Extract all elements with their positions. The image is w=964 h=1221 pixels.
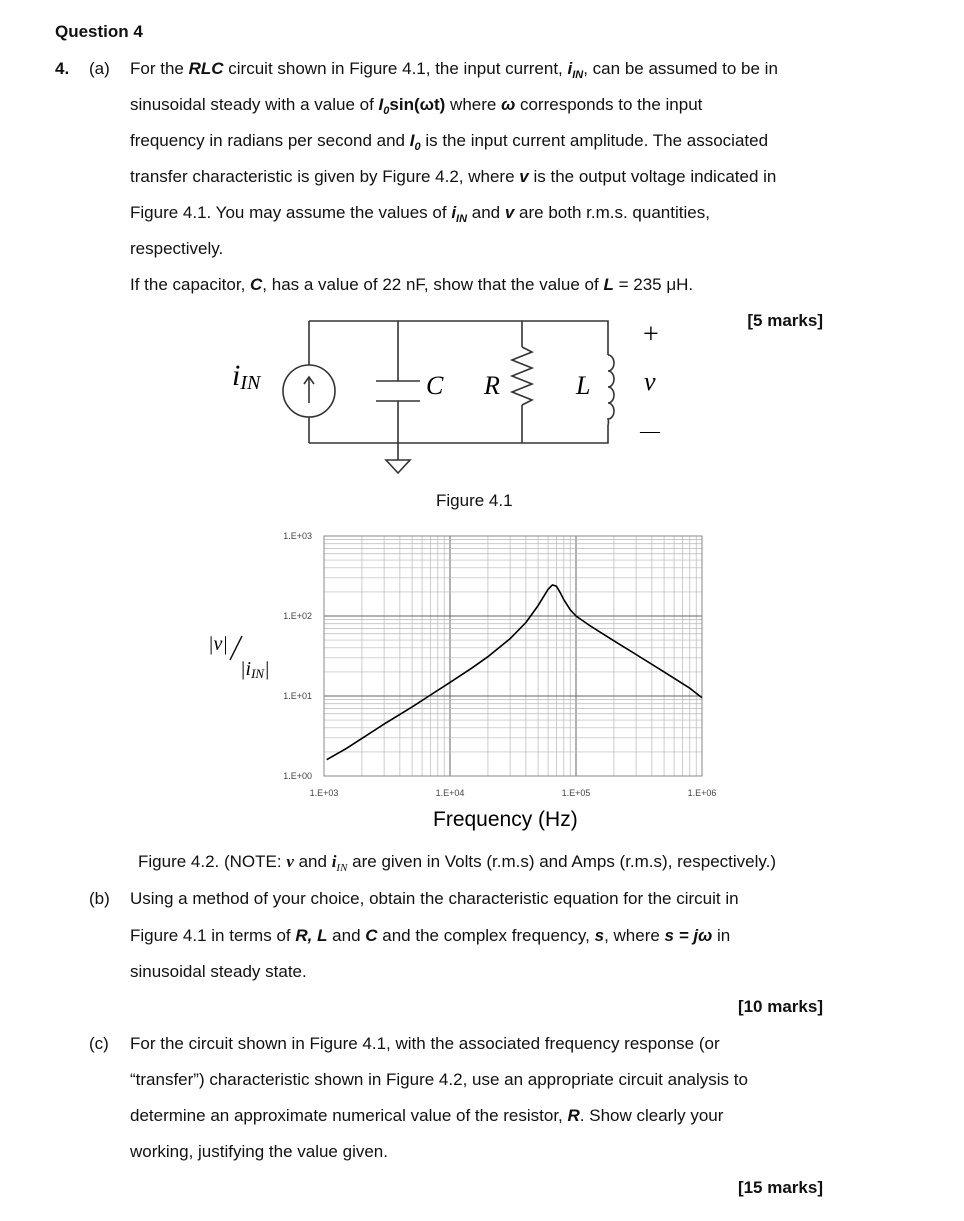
part-a-line-7: If the capacitor, C, has a value of 22 nF, show that the value of L = 235 μH. xyxy=(130,275,694,294)
ylabel-slash xyxy=(230,636,242,660)
part-a-label: (a) xyxy=(89,59,110,78)
minus-sign: — xyxy=(640,420,660,442)
part-c-line-4: working, justifying the value given. xyxy=(130,1142,388,1161)
part-c-marks: [15 marks] xyxy=(737,1178,823,1197)
resistor-zigzag xyxy=(512,347,532,405)
y-tick-label: 1.E+03 xyxy=(283,531,312,541)
part-c-line-3: determine an approximate numerical value of the resistor, R. Show clearly your xyxy=(130,1106,724,1125)
x-tick-label: 1.E+06 xyxy=(687,788,717,798)
figure-4-2-caption: Figure 4.2. (NOTE: v and $i_{IN}$ are given in Volts (r.m.s) and Amps (r.m.s), respectively.) xyxy=(138,852,777,875)
x-tick-label: 1.E+03 xyxy=(309,788,339,798)
figure-4-1-caption: Figure 4.1 xyxy=(436,491,513,510)
y-tick-label: 1.E+00 xyxy=(283,771,312,781)
source-label: iIN xyxy=(232,359,261,394)
resistor-label: R xyxy=(484,371,500,400)
part-b-label: (b) xyxy=(89,889,110,908)
part-b-line-1: Using a method of your choice, obtain the characteristic equation for the circuit in xyxy=(130,889,739,908)
plot-frame xyxy=(324,536,702,776)
x-axis-label: Frequency (Hz) xyxy=(433,808,578,831)
series-layer xyxy=(327,585,702,760)
plus-sign: + xyxy=(643,319,659,350)
question-heading: Question 4 xyxy=(55,22,143,41)
ylabel-numerator: |v| xyxy=(208,633,228,655)
part-a-line-4: transfer characteristic is given by Figure 4.2, where v is the output voltage indicated in xyxy=(130,167,777,186)
x-tick-label: 1.E+05 xyxy=(561,788,591,798)
voltage-label: v xyxy=(644,367,656,396)
top-wire xyxy=(309,321,608,355)
part-a-line-1: For the RLC circuit shown in Figure 4.1, the input current, $i_{IN}$, can be assumed to be in xyxy=(130,59,778,82)
part-b-line-3: sinusoidal steady state. xyxy=(130,962,307,981)
chart-grid xyxy=(324,536,702,776)
part-c-line-2: “transfer”) characteristic shown in Figure 4.2, use an appropriate circuit analysis to xyxy=(130,1070,748,1089)
part-b-marks: [10 marks] xyxy=(737,997,823,1016)
part-a-line-5: Figure 4.1. You may assume the values of $i_{IN}$ and v are both r.m.s. quantities, xyxy=(130,203,710,226)
inductor-label: L xyxy=(576,371,591,400)
series-line xyxy=(327,585,702,760)
ylabel-denominator: |iIN| xyxy=(240,658,270,681)
question-number: 4. xyxy=(55,59,70,78)
frequency-response-chart xyxy=(190,520,750,840)
part-b-line-2: Figure 4.1 in terms of R, L and C and the complex frequency, s, where s = jω in xyxy=(130,926,731,945)
inductor-coil xyxy=(608,355,614,425)
rlc-circuit-diagram xyxy=(200,305,700,485)
part-a-marks: [5 marks] xyxy=(747,311,823,330)
capacitor-label: C xyxy=(426,371,444,400)
part-c-line-1: For the circuit shown in Figure 4.1, with the associated frequency response (or xyxy=(130,1034,720,1053)
ground-icon xyxy=(386,460,410,473)
part-a-line-2: sinusoidal steady with a value of $I_0\sin(\omega t)$ where ω corresponds to the input xyxy=(130,95,703,118)
y-tick-label: 1.E+01 xyxy=(283,691,312,701)
part-a-line-6: respectively. xyxy=(130,239,224,258)
y-tick-label: 1.E+02 xyxy=(283,611,312,621)
part-c-label: (c) xyxy=(89,1034,109,1053)
bottom-wire xyxy=(309,425,608,443)
part-a-line-3: frequency in radians per second and $I_0$ is the input current amplitude. The associated xyxy=(130,131,769,154)
x-tick-label: 1.E+04 xyxy=(435,788,465,798)
